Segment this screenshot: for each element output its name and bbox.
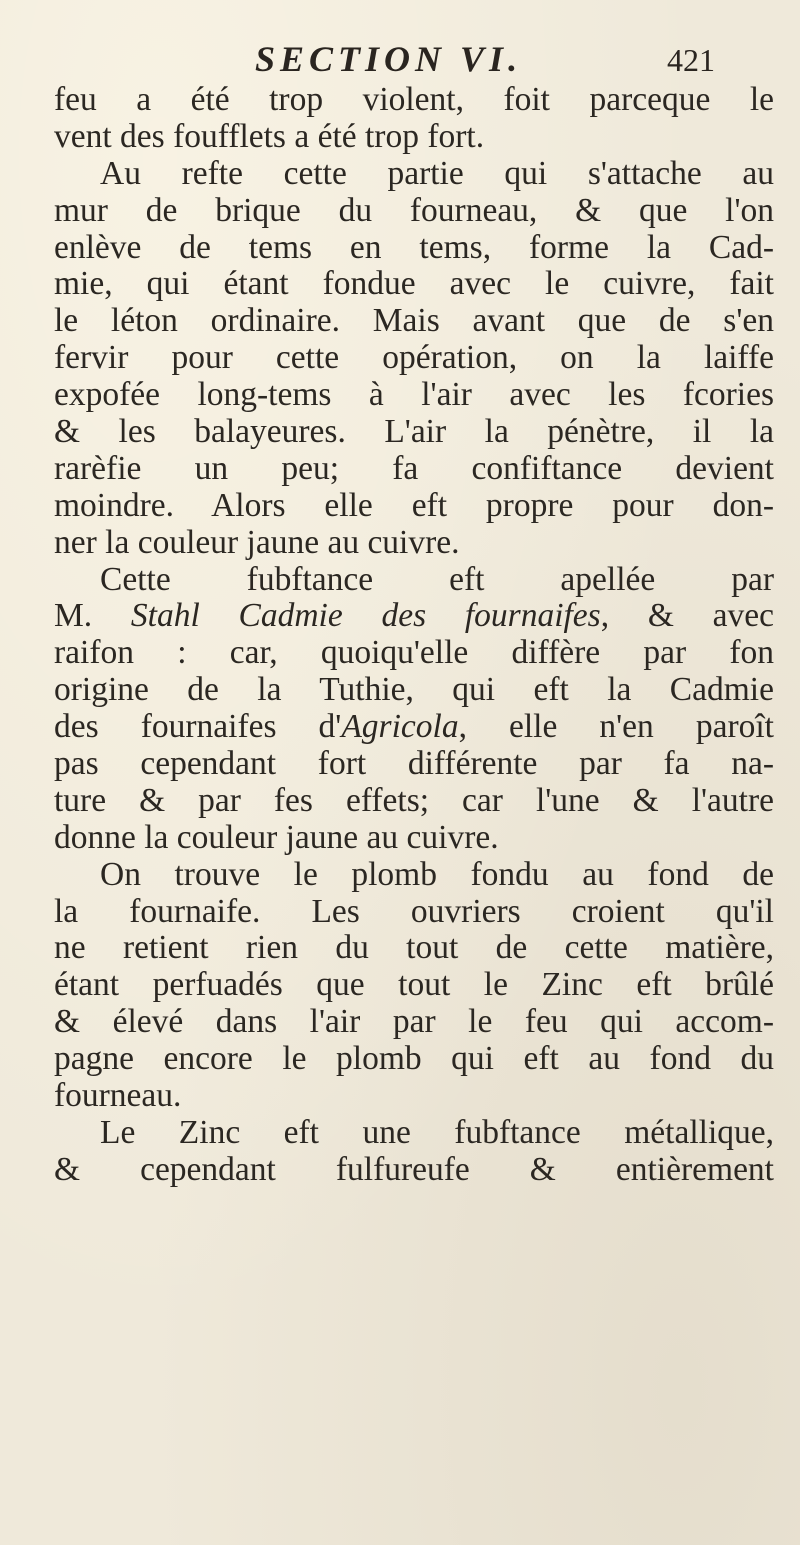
text-line: ture & par fes effets; car l'une & l'autre [54,782,774,819]
text-line: raifon : car, quoiqu'elle diffère par fon [54,635,774,672]
text-line: la fournaife. Les ouvriers croient qu'il [54,893,774,930]
paragraph-first-line: Cette fubftance eft apellée par [100,561,774,598]
paper-mark [782,1458,783,1459]
stahl-prefix: M. [54,598,131,635]
text-line: moindre. Alors elle eft propre pour don- [54,487,774,524]
text-line: donne la couleur jaune au cuivre. [54,818,499,856]
text-line: & élevé dans l'air par le feu qui accom- [54,1004,774,1041]
text-line: expofée long-tems à l'air avec les fcories [54,377,774,414]
agricola-italic: Agricola [341,709,459,746]
stahl-suffix: , & avec [600,598,774,635]
text-line-agricola [54,709,774,746]
text-line: ne retient rien du tout de cette matière, [54,930,774,967]
text-line: étant perfuadés que tout le Zinc eft brûlé [54,967,774,1004]
text-line: mur de brique du fourneau, & que l'on [54,192,774,229]
text-line: & cependant fulfureufe & entièrement [54,1151,774,1188]
text-line: vent des foufflets a été trop fort. [54,117,485,155]
paragraph-first-line: Au refte cette partie qui s'attache au [100,155,774,192]
agricola-prefix: des fournaifes d' [54,709,342,746]
text-line-stahl [54,598,774,635]
text-line: fervir pour cette opération, on la laiffe [54,340,774,377]
text-line: le léton ordinaire. Mais avant que de s'en [54,303,774,340]
text-line: mie, qui étant fondue avec le cuivre, fait [54,266,774,303]
paragraph-first-line: On trouve le plomb fondu au fond de [100,856,774,893]
stahl-italic: Stahl Cadmie des fournaifes [130,598,601,635]
text-line: pagne encore le plomb qui eft au fond du [54,1041,774,1078]
agricola-suffix: , elle n'en paroît [458,709,774,746]
text-line: feu a été trop violent, foit parceque le [54,82,774,118]
text-line: fourneau. [54,1077,182,1115]
paragraph-first-line: Le Zinc eft une fubftance métallique, [100,1114,774,1151]
running-title: SECTION VI. [255,39,523,79]
text-line: pas cependant fort différente par fa na- [54,746,774,783]
text-line: & les balayeures. L'air la pénètre, il la [54,414,774,451]
text-line: ner la couleur jaune au cuivre. [54,523,460,561]
page-number: 421 [667,42,715,78]
text-line: rarèfie un peu; fa confiftance devient [54,450,774,487]
body-text [54,82,774,1189]
text-line: origine de la Tuthie, qui eft la Cadmie [54,672,774,709]
text-line: enlève de tems en tems, forme la Cad- [54,229,774,266]
